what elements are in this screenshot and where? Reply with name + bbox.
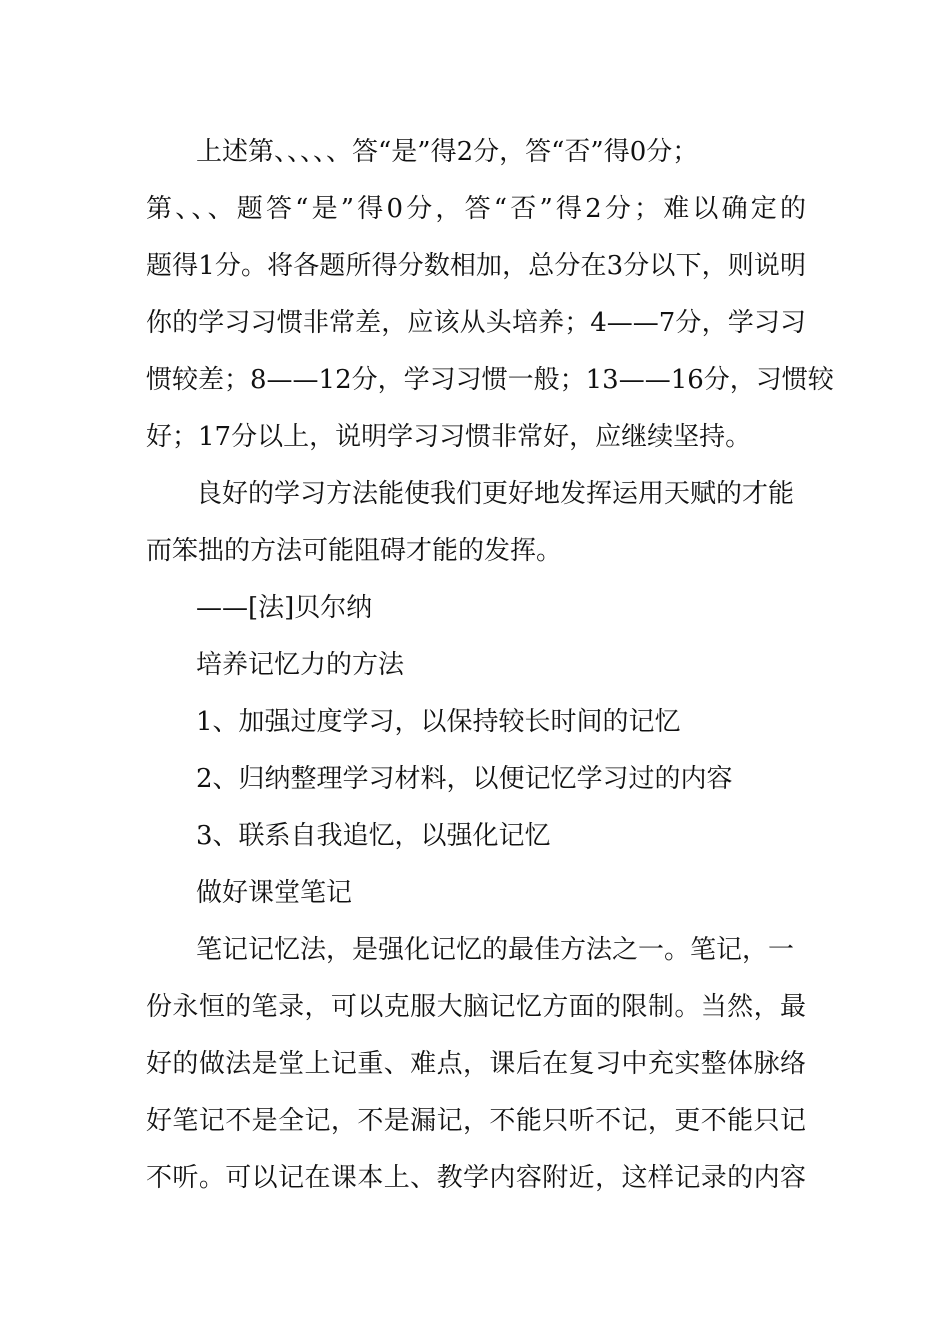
paragraph-line: 题得1分。将各题所得分数相加，总分在3分以下，则说明 xyxy=(146,251,806,281)
paragraph-line: 惯较差；8——12分，学习习惯一般；13——16分，习惯较 xyxy=(146,365,834,395)
paragraph-line: 好笔记不是全记，不是漏记，不能只听不记，更不能只记 xyxy=(146,1106,806,1136)
paragraph-line: 不听。可以记在课本上、教学内容附近，这样记录的内容 xyxy=(146,1163,806,1193)
section-heading: 做好课堂笔记 xyxy=(196,878,353,908)
paragraph-line: 份永恒的笔录，可以克服大脑记忆方面的限制。当然，最 xyxy=(146,992,806,1022)
paragraph-line: 好的做法是堂上记重、难点，课后在复习中充实整体脉络 xyxy=(146,1049,806,1079)
paragraph-line: 上述第、、、、、答“是”得2分，答“否”得0分； xyxy=(196,137,699,167)
section-heading: 培养记忆力的方法 xyxy=(196,650,405,680)
list-item: 3、联系自我追忆，以强化记忆 xyxy=(196,821,551,851)
quote-attribution: ——[法]贝尔纳 xyxy=(196,593,373,623)
paragraph-line: 第、、、题答“是”得0分，答“否”得2分；难以确定的 xyxy=(146,194,806,224)
list-item: 2、归纳整理学习材料，以便记忆学习过的内容 xyxy=(196,764,733,794)
list-item: 1、加强过度学习，以保持较长时间的记忆 xyxy=(196,707,681,737)
paragraph-line: 笔记记忆法，是强化记忆的最佳方法之一。笔记，一 xyxy=(196,935,795,965)
paragraph-line: 好；17分以上，说明学习习惯非常好，应继续坚持。 xyxy=(146,422,752,452)
quote-line: 良好的学习方法能使我们更好地发挥运用天赋的才能 xyxy=(196,479,795,509)
paragraph-line: 你的学习习惯非常差，应该从头培养；4——7分，学习习 xyxy=(146,308,806,338)
quote-line: 而笨拙的方法可能阻碍才能的发挥。 xyxy=(146,536,563,566)
